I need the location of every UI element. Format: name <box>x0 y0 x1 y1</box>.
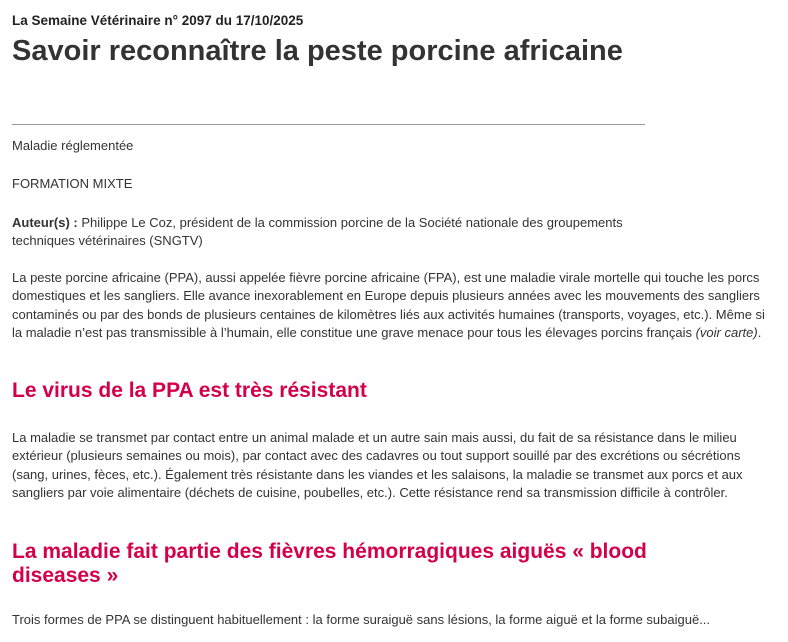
authors-text: Philippe Le Coz, président de la commission porcine de la Société nationale des groupements techniques vétérinaires (SNGTV) <box>12 215 623 248</box>
title-divider <box>12 124 645 125</box>
intro-text: La peste porcine africaine (PPA), aussi appelée fièvre porcine africaine (FPA), est une maladie virale mortelle qui touche les porcs domestiques et les sangliers. Elle avance inexorablement en Europe depuis plusieurs années avec les mouvements des sangliers contaminés ou par des bonds de plusieurs centaines de kilomètres liés aux activités humaines (transports, voyages, etc.). Même si la maladie n’est pas transmissible à l’humain, elle constitue une grave menace pour tous les élevages porcins français <box>12 270 765 340</box>
see-map-link[interactable]: (voir carte) <box>695 324 758 340</box>
article-category: Maladie réglementée <box>12 138 134 153</box>
publication-source: La Semaine Vétérinaire n° 2097 du 17/10/2025 <box>12 13 304 28</box>
authors-block <box>12 214 632 250</box>
section-paragraph-forms: Trois formes de PPA se distinguent habituellement : la forme suraiguë sans lésions, la forme aiguë et la forme subaiguë... <box>12 612 711 627</box>
intro-paragraph <box>12 269 774 342</box>
authors-label: Auteur(s) : <box>12 215 78 230</box>
intro-end: . <box>757 324 762 340</box>
section-heading-virus-resistance: Le virus de la PPA est très résistant <box>12 379 367 402</box>
article-title: Savoir reconnaître la peste porcine africaine <box>12 35 623 67</box>
section-heading-hemorrhagic-fevers: La maladie fait partie des fièvres hémorragiques aiguës « blood diseases » <box>12 540 647 587</box>
section-paragraph-transmission: La maladie se transmet par contact entre un animal malade et un autre sain mais aussi, du fait de sa résistance dans le milieu extérieur (plusieurs semaines ou mois), par contact avec des cadavres ou tout support souillé par des excrétions ou sécrétions (sang, urines, fèces, etc.). Également très résistante dans les viandes et les salaisons, la maladie se transmet aux porcs et aux sangliers par voie alimentaire (déchets de cuisine, poubelles, etc.). Cette résistance rend sa transmission difficile à contrôler. <box>12 430 743 500</box>
formation-type: FORMATION MIXTE <box>12 176 133 191</box>
